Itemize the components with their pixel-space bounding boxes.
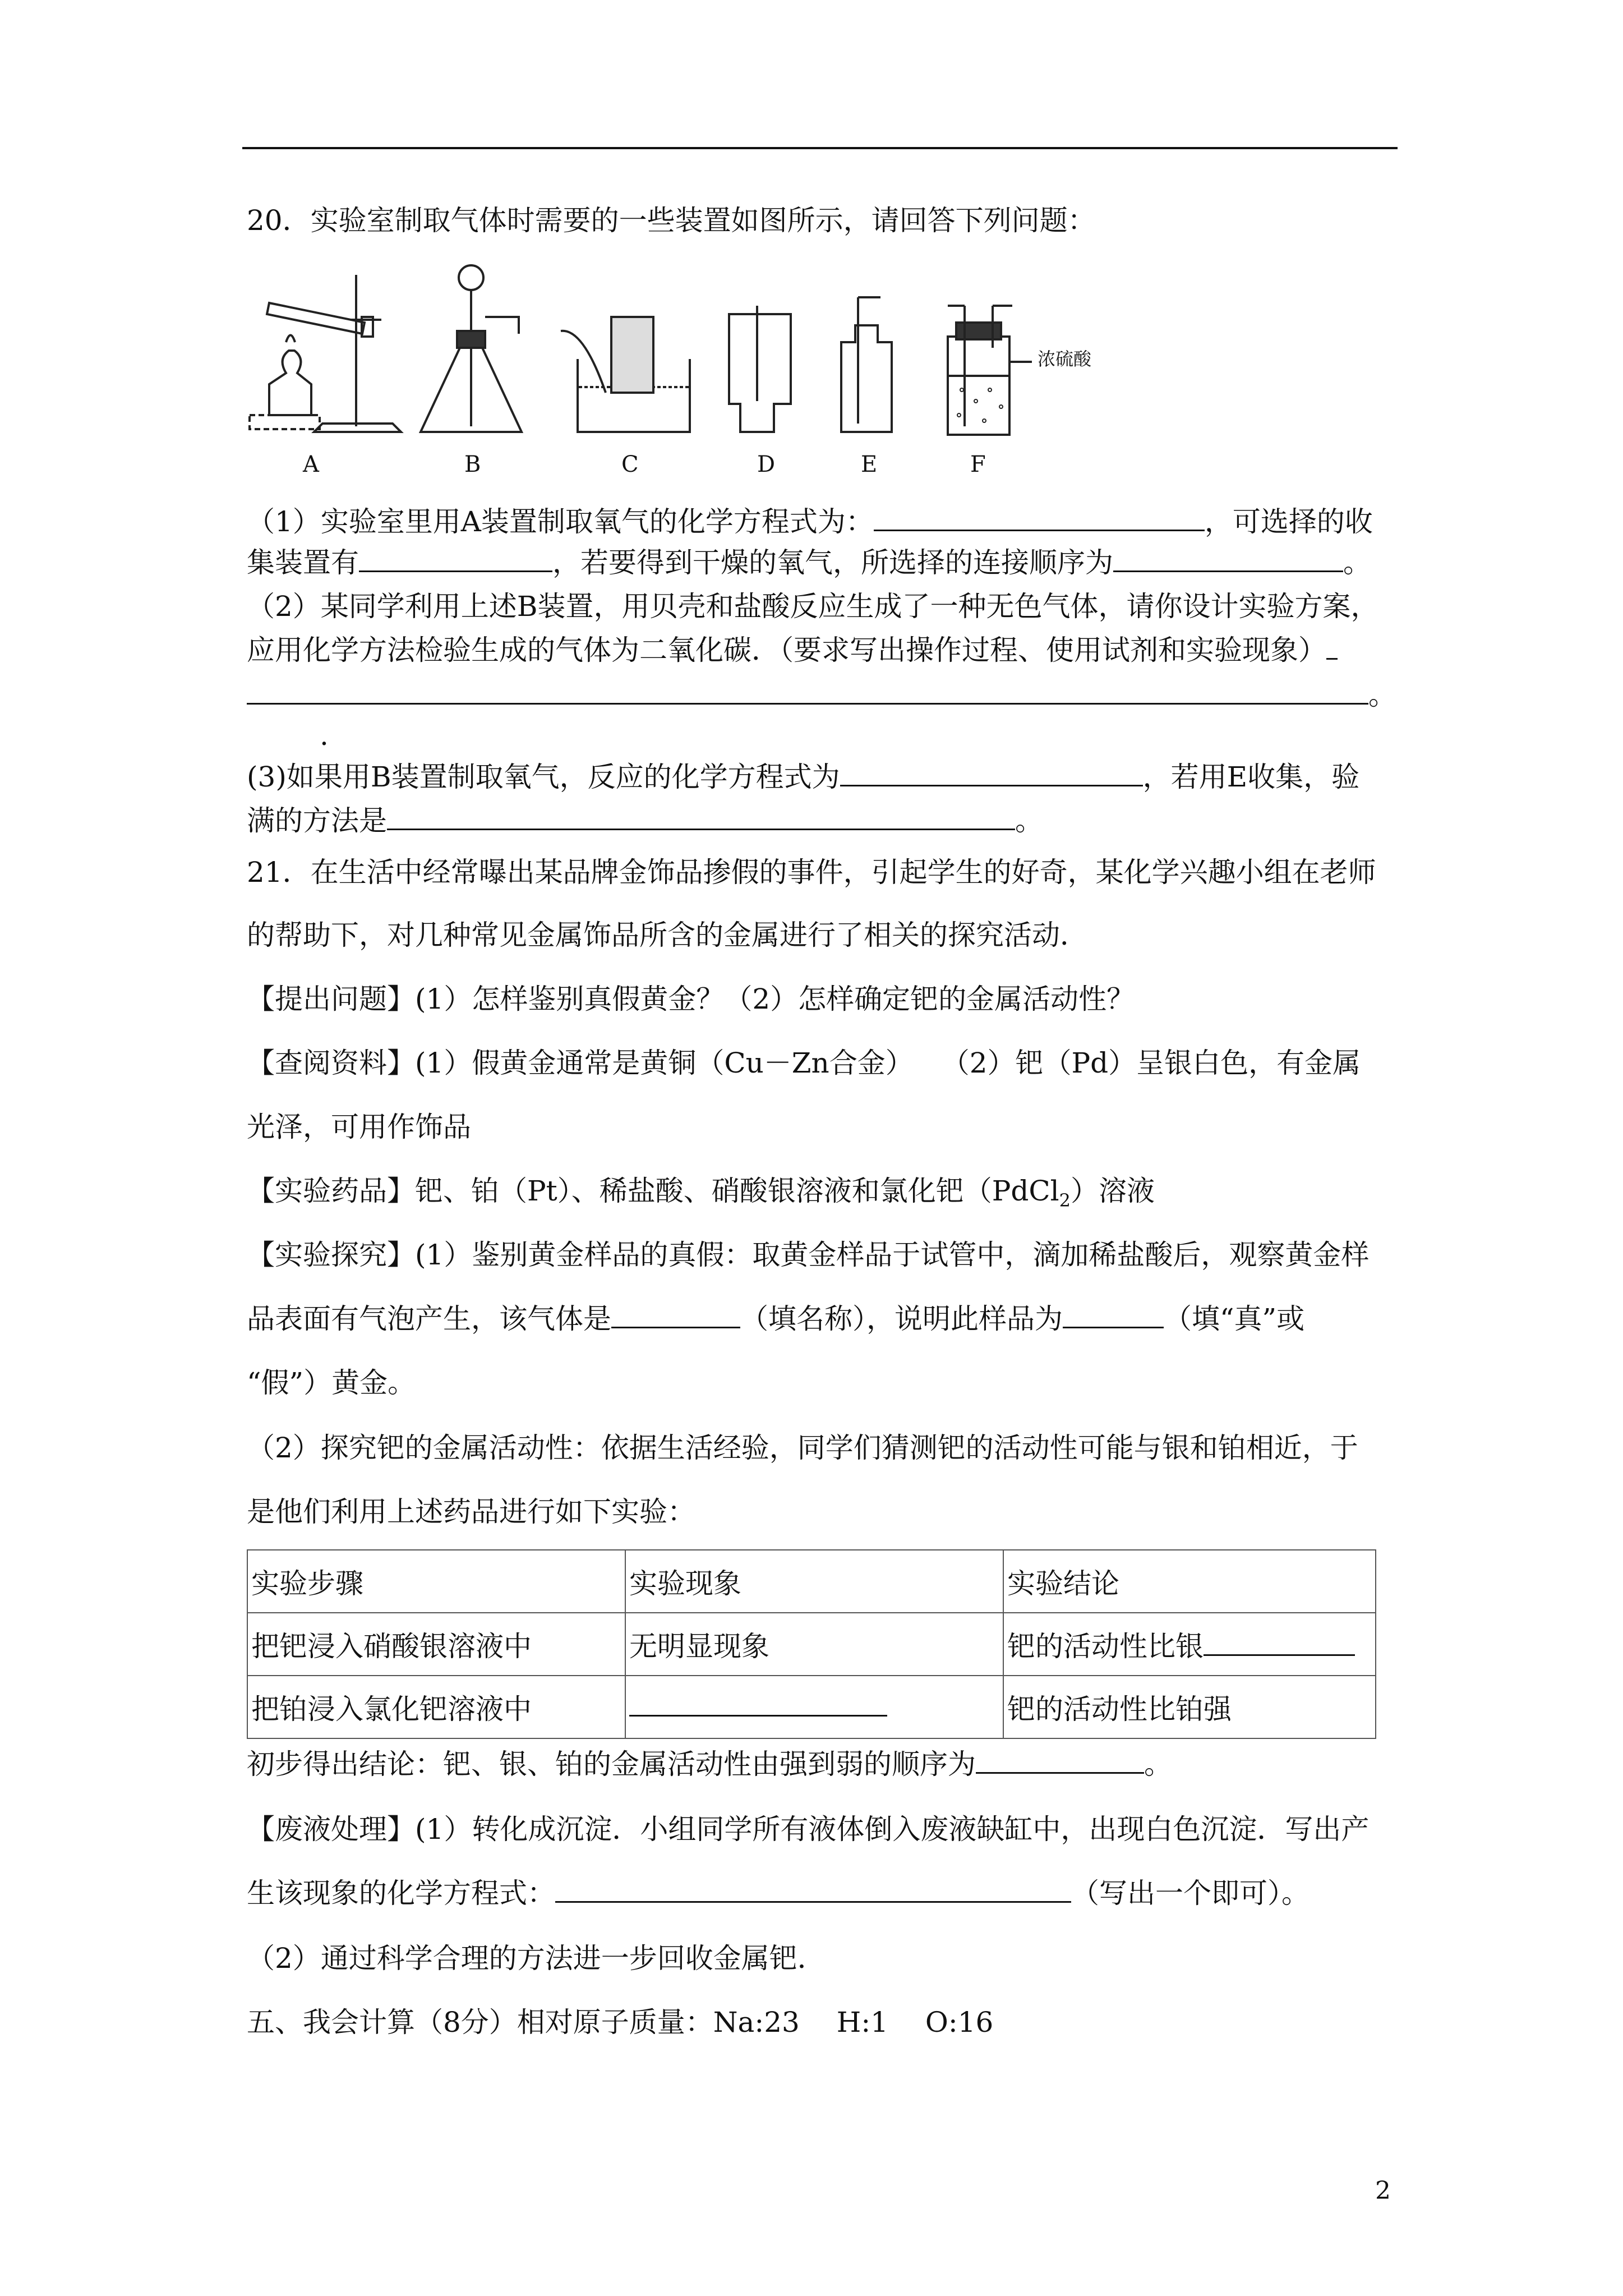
q20-part3-line1: (3)如果用B装置制取氧气，反应的化学方程式为 ，若用E收集，验 — [247, 761, 1360, 793]
apparatus-f — [948, 306, 1032, 435]
q21-explore-2: 品表面有气泡产生，该气体是 （填名称），说明此样品为 （填“真”或 — [247, 1303, 1305, 1335]
table-row — [247, 1676, 1376, 1738]
table-header-row — [247, 1550, 1376, 1613]
table-cell: 钯的活动性比铂强 — [1003, 1676, 1376, 1738]
q21-materials-2: 光泽，可用作饰品 — [247, 1111, 471, 1143]
table-header: 实验现象 — [625, 1550, 1003, 1613]
table-header: 实验结论 — [1003, 1550, 1376, 1613]
apparatus-e — [841, 297, 892, 432]
q21-explore-5: 是他们利用上述药品进行如下实验： — [247, 1496, 695, 1528]
table-cell: 把铂浸入氯化钯溶液中 — [247, 1676, 625, 1738]
label-e: E — [861, 452, 878, 477]
label-c: C — [621, 452, 639, 477]
q21-explore-3: “假”）黄金。 — [247, 1366, 416, 1399]
table-cell — [625, 1676, 1003, 1738]
table-cell: 钯的活动性比银 — [1003, 1613, 1376, 1676]
q21-line2: 的帮助下，对几种常见金属饰品所含的金属进行了相关的探究活动． — [247, 919, 1088, 951]
q21-line1: 21．在生活中经常曝出某品牌金饰品掺假的事件，引起学生的好奇，某化学兴趣小组在老师 — [247, 856, 1376, 889]
experiment-table — [247, 1549, 1376, 1739]
label-b: B — [464, 452, 481, 477]
q21-question: 【提出问题】(1）怎样鉴别真假黄金？（2）怎样确定钯的金属活动性？ — [247, 983, 1135, 1015]
label-d: D — [757, 452, 776, 477]
q20-part1-line1: （1）实验室里用A装置制取氧气的化学方程式为： ，可选择的收 — [247, 505, 1373, 538]
label-a: A — [303, 452, 319, 477]
q21-conclusion: 初步得出结论：钯、银、铂的金属活动性由强到弱的顺序为 。 — [247, 1748, 1172, 1780]
section-5-heading: 五、我会计算（8分）相对原子质量：Na:23 H:1 O:16 — [247, 2006, 994, 2039]
apparatus-c — [561, 317, 690, 432]
acid-label: 浓硫酸 — [1038, 348, 1092, 370]
apparatus-d — [729, 306, 791, 432]
apparatus-b — [421, 265, 522, 432]
page-number: 2 — [1375, 2177, 1391, 2205]
q20-part2-line2: 应用化学方法检验生成的气体为二氧化碳．（要求写出操作过程、使用试剂和实验现象） — [247, 631, 1338, 670]
q21-explore-1: 【实验探究】(1）鉴别黄金样品的真假：取黄金样品于试管中，滴加稀盐酸后，观察黄金样 — [247, 1239, 1370, 1271]
q20-part3-line2: 满的方法是 。 — [247, 804, 1043, 837]
header-rule — [242, 147, 1398, 149]
table-cell: 无明显现象 — [625, 1613, 1003, 1676]
label-f: F — [970, 452, 986, 477]
q21-reagents: 【实验药品】钯、铂（Pt）、稀盐酸、硝酸银溶液和氯化钯（PdCl$_2$）溶液 — [247, 1175, 1155, 1211]
q21-waste-1: 【废液处理】(1）转化成沉淀．小组同学所有液体倒入废液缺缸中，出现白色沉淀．写出产 — [247, 1813, 1370, 1846]
q20-part2-line1: （2）某同学利用上述B装置，用贝壳和盐酸反应生成了一种无色气体，请你设计实验方案， — [247, 590, 1379, 623]
q20-part2-dot: . — [320, 719, 329, 752]
apparatus-figure — [247, 264, 1178, 488]
q20-part1-line2: 集装置有 ，若要得到干燥的氧气，所选择的连接顺序为 。 — [247, 546, 1371, 579]
table-cell: 把钯浸入硝酸银溶液中 — [247, 1613, 625, 1676]
q20-stem: 20．实验室制取气体时需要的一些装置如图所示，请回答下列问题： — [247, 204, 1096, 237]
q21-explore-4: （2）探究钯的金属活动性：依据生活经验，同学们猜测钯的活动性可能与银和铂相近，于 — [247, 1432, 1358, 1464]
q21-waste-3: （2）通过科学合理的方法进一步回收金属钯． — [247, 1942, 826, 1975]
apparatus-a — [250, 275, 401, 432]
table-header: 实验步骤 — [247, 1550, 625, 1613]
table-row — [247, 1613, 1376, 1676]
q21-materials-1: 【查阅资料】(1）假黄金通常是黄铜（Cu－Zn合金） （2）钯（Pd）呈银白色，有金属 — [247, 1047, 1361, 1079]
q20-part2-line3: 。 — [247, 675, 1396, 715]
q21-waste-2: 生该现象的化学方程式： （写出一个即可）。 — [247, 1877, 1310, 1910]
